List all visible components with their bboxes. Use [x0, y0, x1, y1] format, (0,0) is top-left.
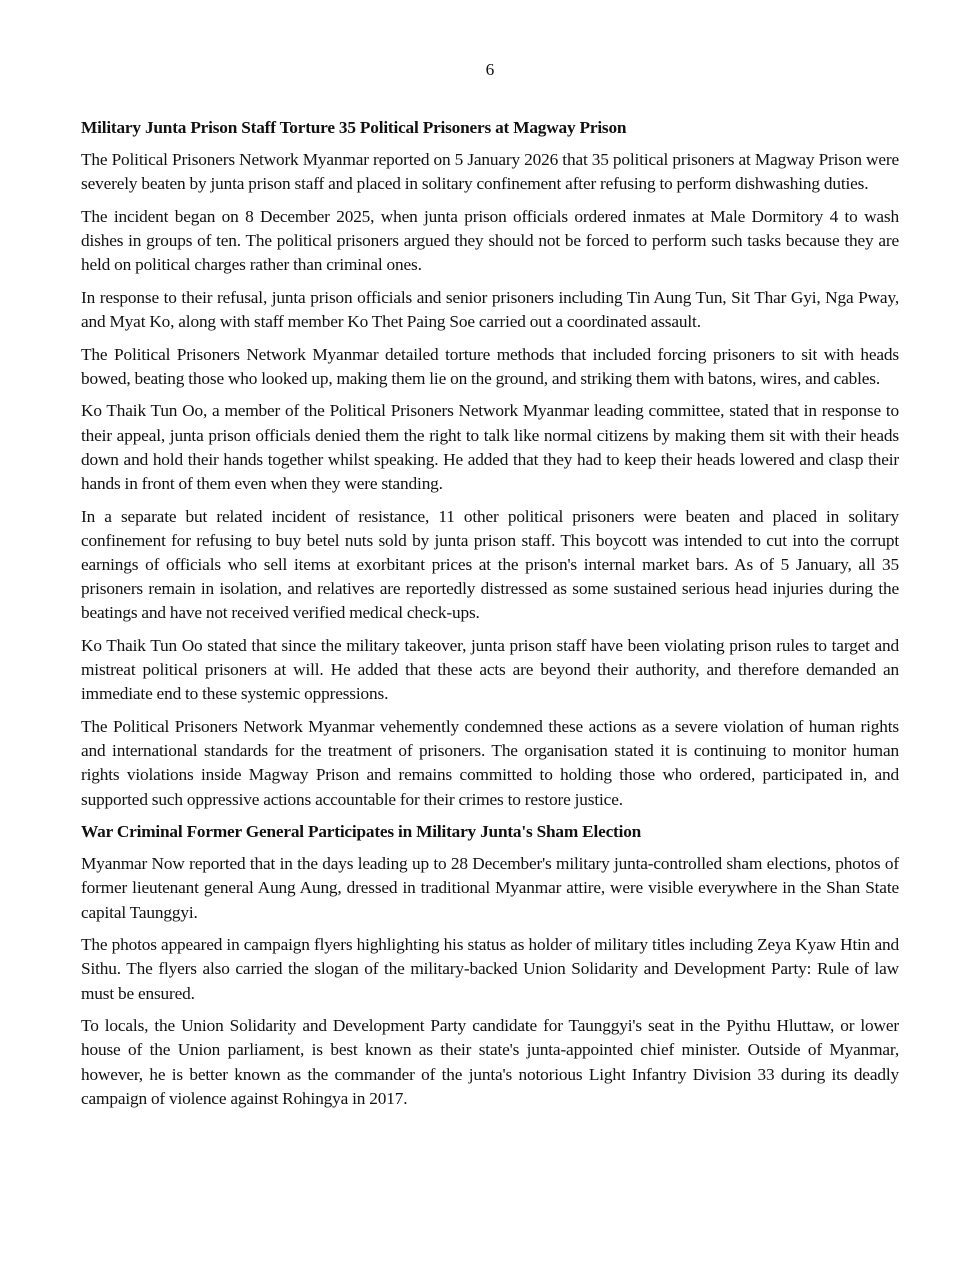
paragraph: To locals, the Union Solidarity and Development Party candidate for Taunggyi's seat in the Pyithu Hluttaw, or lower house of the Union parliament, is best known as their state's junta-appointed chief minister. Outside of Myanmar, however, he is better known as the commander of the junta's notorious Light Infantry Division 33 during its deadly campaign of violence against Rohingya in 2017.: [81, 1016, 899, 1108]
page-number: 6: [485, 60, 495, 79]
paragraph: In response to their refusal, junta prison officials and senior prisoners including Tin Aung Tun, Sit Thar Gyi, Nga Pway, and Myat Ko, along with staff member Ko Thet Paing Soe carried out a coordinated assault.: [81, 287, 899, 331]
article-sham-election: [81, 820, 899, 1111]
paragraph: The incident began on 8 December 2025, when junta prison officials ordered inmates at Male Dormitory 4 to wash dishes in groups of ten. The political prisoners argued they should not be forced to perform such tasks because they are held on political charges rather than criminal ones.: [81, 206, 899, 275]
paragraph: The Political Prisoners Network Myanmar vehemently condemned these actions as a severe violation of human rights and international standards for the treatment of prisoners. The organisation stated it is continuing to monitor human rights violations inside Magway Prison and remains committed to holding those who ordered, participated in, and supported such oppressive actions accountable for their crimes to restore justice.: [81, 717, 899, 809]
paragraph: Ko Thaik Tun Oo, a member of the Political Prisoners Network Myanmar leading committee, stated that in response to their appeal, junta prison officials denied them the right to talk like normal citizens by making them sit with their heads down and hold their hands together whilst speaking. He added that they had to keep their heads lowered and clasp their hands in front of them even when they were standing.: [81, 401, 899, 493]
paragraph: The photos appeared in campaign flyers highlighting his status as holder of military titles including Zeya Kyaw Htin and Sithu. The flyers also carried the slogan of the military-backed Union Solidarity and Development Party: Rule of law must be ensured.: [81, 935, 899, 1003]
paragraph: Ko Thaik Tun Oo stated that since the military takeover, junta prison staff have been violating prison rules to target and mistreat political prisoners at will. He added that these acts are beyond their authority, and therefore demanded an immediate end to these systemic oppressions.: [81, 636, 899, 704]
paragraph: Myanmar Now reported that in the days leading up to 28 December's military junta-controlled sham elections, photos of former lieutenant general Aung Aung, dressed in traditional Myanmar attire, were visible everywhere in the Shan State capital Taunggyi.: [81, 854, 899, 922]
paragraph: The Political Prisoners Network Myanmar reported on 5 January 2026 that 35 political prisoners at Magway Prison were severely beaten by junta prison staff and placed in solitary confinement after refusing to perform dishwashing duties.: [81, 150, 899, 194]
article-heading: War Criminal Former General Participates in Military Junta's Sham Election: [81, 822, 642, 842]
article-magway-prison: [81, 116, 899, 812]
article-heading: Military Junta Prison Staff Torture 35 Political Prisoners at Magway Prison: [81, 118, 627, 137]
paragraph: In a separate but related incident of resistance, 11 other political prisoners were beaten and placed in solitary confinement for refusing to buy betel nuts sold by junta prison staff. This boycott was intended to cut into the corrupt earnings of officials who sell items at exorbitant prices at the prison's internal market bars. As of 5 January, all 35 prisoners remain in isolation, and relatives are reportedly distressed as some sustained serious head injuries during the beatings and have not received verified medical check-ups.: [81, 506, 899, 623]
page-content: [81, 116, 899, 1119]
paragraph: The Political Prisoners Network Myanmar detailed torture methods that included forcing prisoners to sit with heads bowed, beating those who looked up, making them lie on the ground, and striking them with batons, wires, and cables.: [81, 344, 899, 388]
